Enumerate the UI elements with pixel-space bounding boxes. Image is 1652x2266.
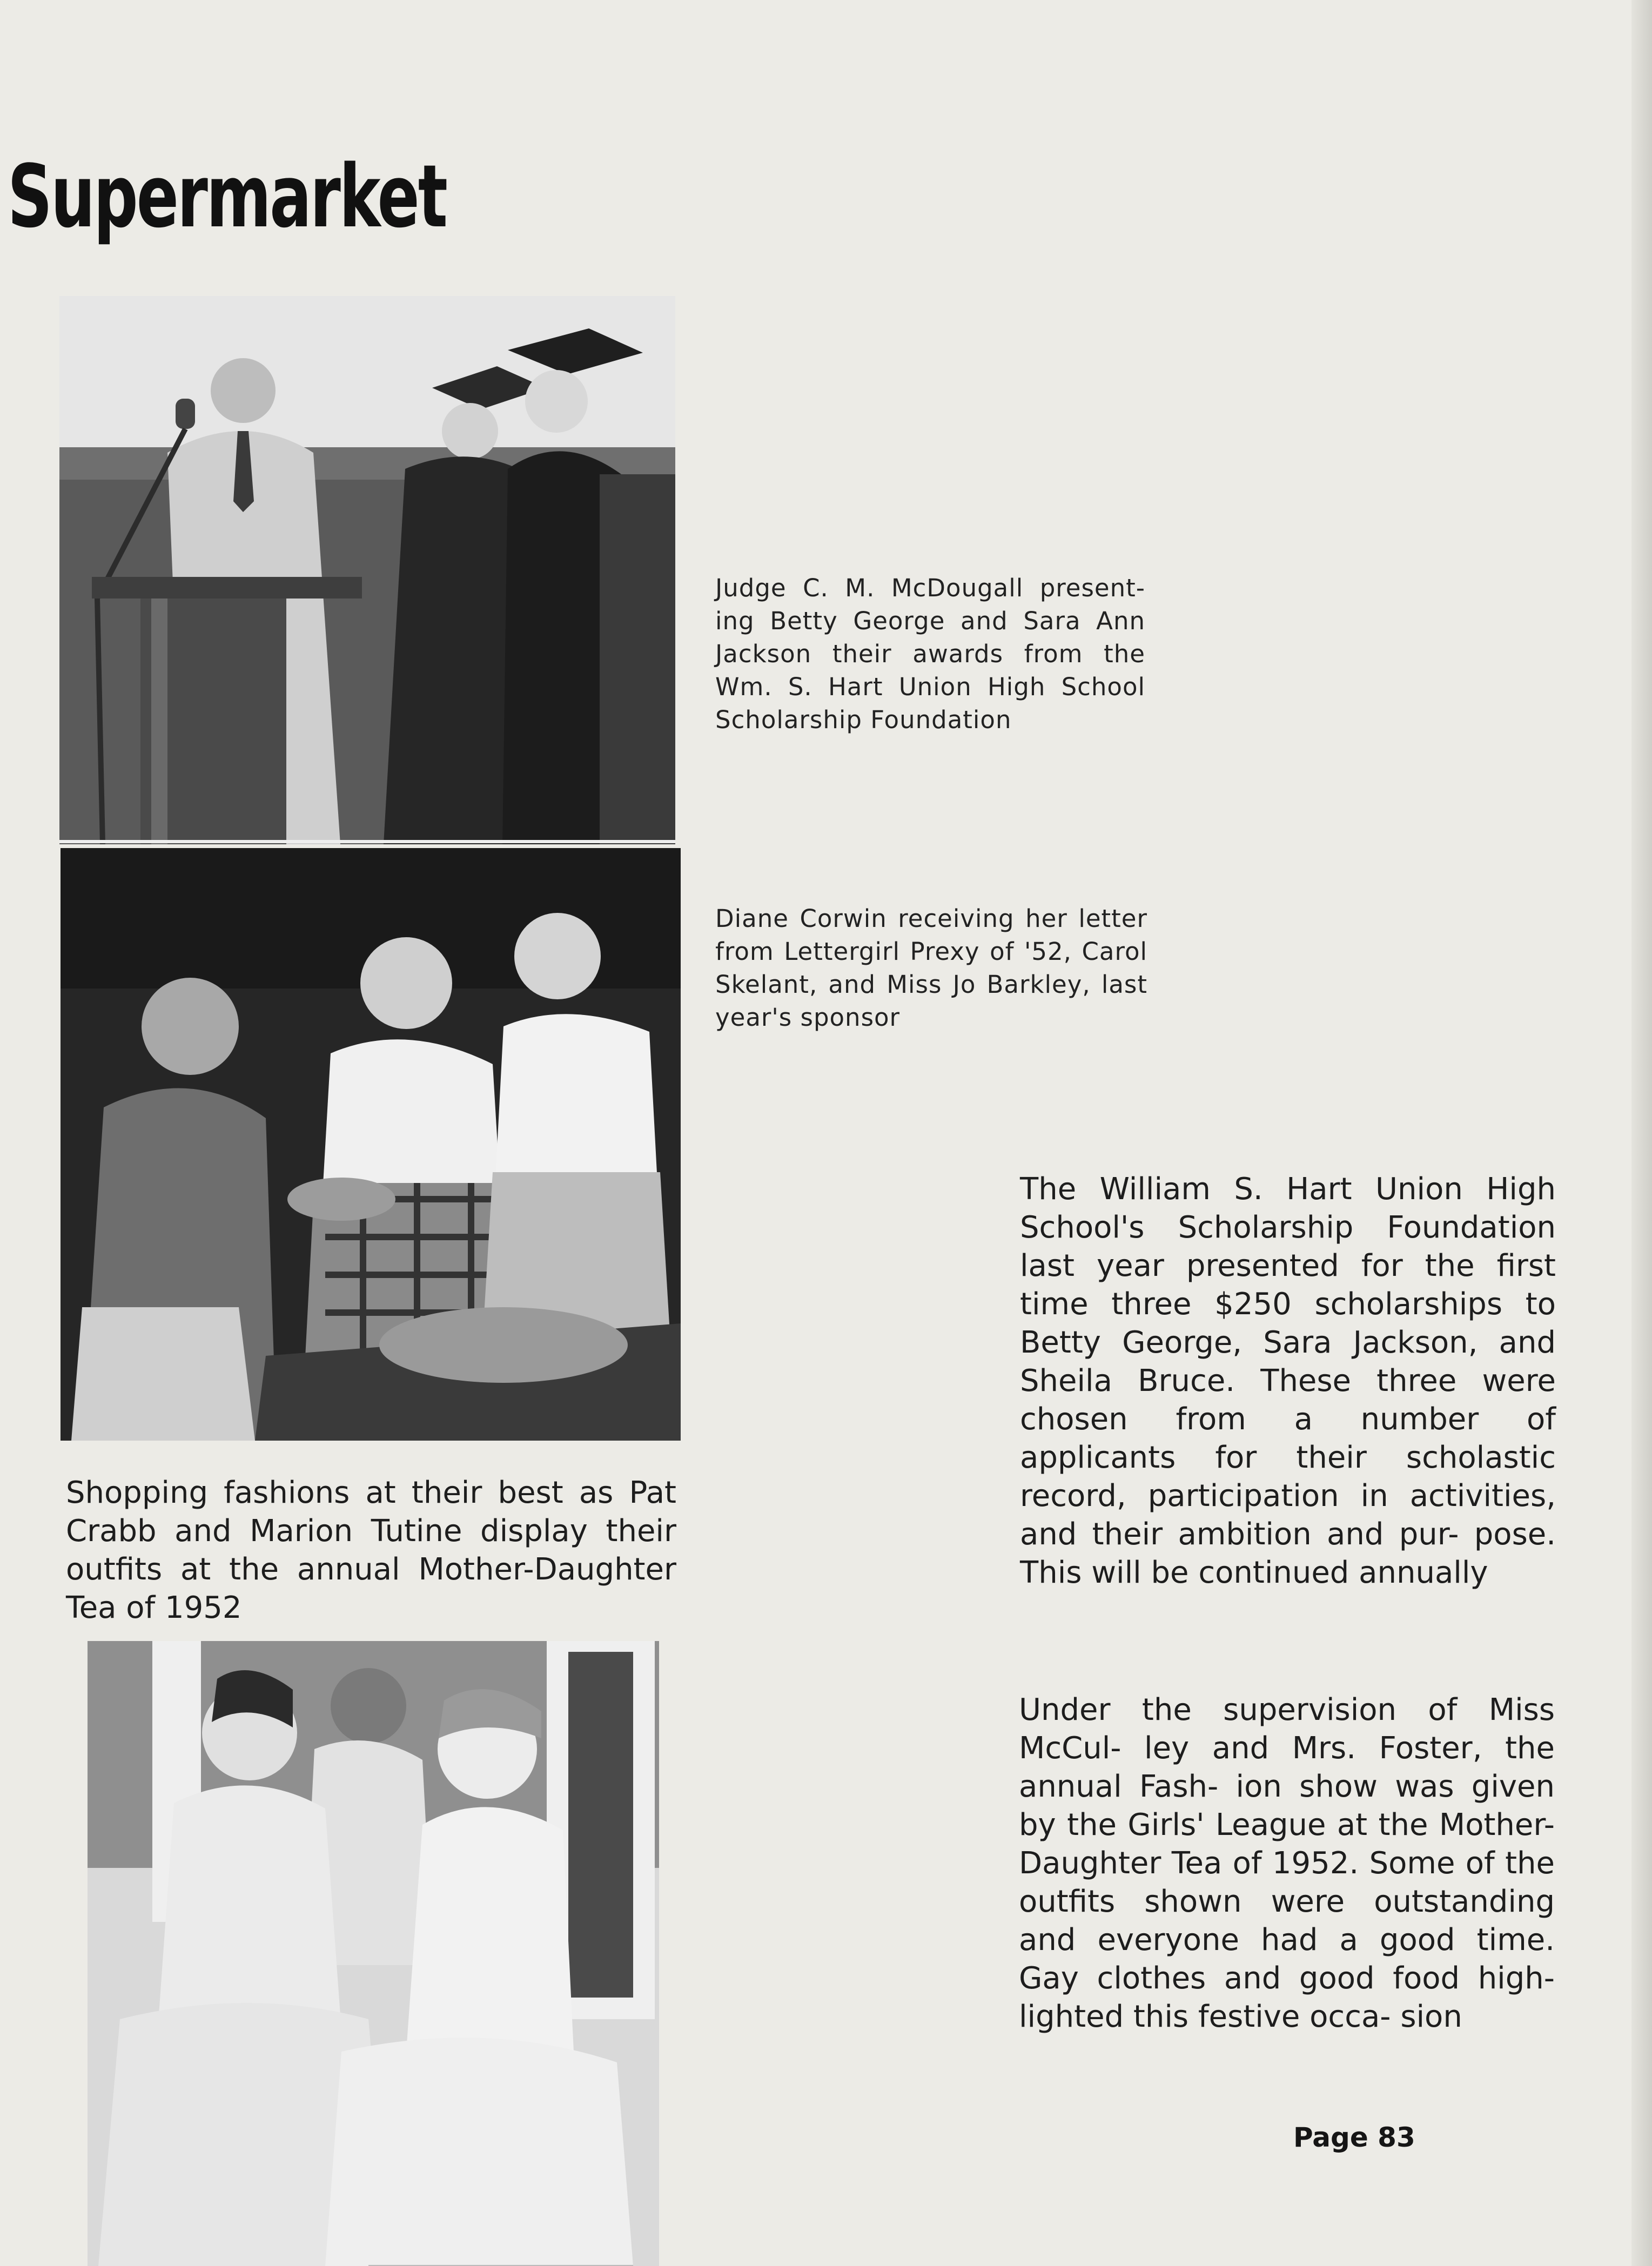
fashion-show-image bbox=[88, 1641, 659, 2266]
award-presentation-caption: Judge C. M. McDougall present- ing Betty George and Sara Ann Jackson their awards from the Wm. S. Hart Union High School Scholarship Foundation bbox=[715, 574, 1145, 734]
letter-presentation-photo bbox=[61, 848, 681, 1441]
page-title: Supermarket bbox=[8, 146, 447, 247]
award-presentation-image bbox=[59, 296, 675, 844]
scholarship-article: The William S. Hart Union High School's Scholarship Foundation last year presented for the first time three $250 scholarships to Betty George, Sara Jackson, and Sheila Bruce. These three were chosen from a number of applicants for their scholastic record, participation in activities, and their ambition and pur- pose. This will be continued annually bbox=[1020, 1172, 1556, 1590]
page-edge bbox=[1631, 0, 1652, 2266]
fashion-show-article: Under the supervision of Miss McCul- ley and Mrs. Foster, the annual Fash- ion show was given by the Girls' League at the Mother-Daughter Tea of 1952. Some of the outfits shown were outstanding and everyone had a good time. Gay clothes and good food high-lighted this festive occa- sion bbox=[1019, 1692, 1555, 2034]
letter-presentation-caption: Diane Corwin receiving her letter from Lettergirl Prexy of '52, Carol Skelant, and Miss Jo Barkley, last year's sponsor bbox=[715, 904, 1147, 1032]
fashion-show-caption: Shopping fashions at their best as Pat Crabb and Marion Tutine display their outfits at the annual Mother-Daughter Tea of 1952 bbox=[66, 1475, 676, 1625]
award-presentation-photo bbox=[59, 296, 675, 844]
fashion-show-photo bbox=[88, 1641, 659, 2266]
letter-presentation-image bbox=[61, 848, 681, 1441]
page-number: Page 83 bbox=[1293, 2122, 1415, 2153]
